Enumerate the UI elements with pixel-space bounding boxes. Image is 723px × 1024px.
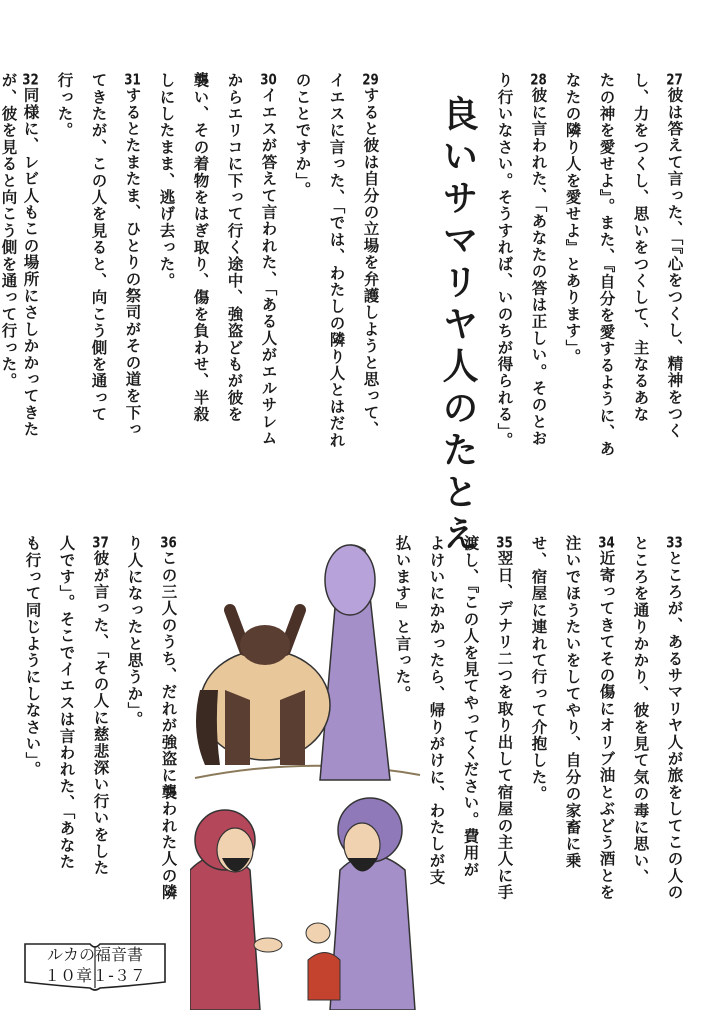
verse-line: [92, 535, 108, 876]
verse-line: [158, 72, 174, 289]
verse-number: 34: [598, 535, 615, 550]
verse-line: [24, 535, 40, 778]
verse-text: ところを通りかかり、彼を見て気の毒に思い、: [631, 535, 650, 886]
verse-line: [666, 535, 682, 901]
verse-text: からエリコに下って行く途中、強盗どもが彼を: [225, 72, 244, 423]
verse-text: なたの隣り人を愛せよ』とあります」。: [563, 72, 582, 365]
verse-text: 行った。: [55, 72, 74, 139]
verse-text: せ、宿屋に連れて行って介抱した。: [529, 535, 548, 803]
verse-line: [160, 535, 176, 901]
verse-text: 注いでほうたいをしてやり、自分の家畜に乗: [563, 535, 582, 869]
verse-line: [530, 72, 546, 447]
verse-text: り人になったと思うか」。: [125, 535, 144, 728]
verse-line: [632, 535, 648, 886]
verse-line: [666, 72, 682, 439]
verse-text: イエスに言った、「では、わたしの隣り人とはだれ: [327, 72, 346, 449]
verse-line: [564, 72, 580, 365]
verse-line: [564, 535, 580, 869]
verse-text: たの神を愛せよ』。また、『自分を愛するように、あ: [597, 72, 616, 458]
verse-line: [328, 72, 344, 448]
verse-number: 29: [362, 72, 379, 87]
verse-text: するとたまたま、ひとりの祭司がその道を下っ: [123, 87, 142, 438]
verse-text: この三人のうち、だれが強盗に襲われた人の隣: [159, 550, 178, 901]
verse-line: [598, 535, 614, 901]
verse-number: 36: [160, 535, 177, 550]
page-title: 良いサマリヤ人のたとえ: [437, 95, 478, 557]
verse-number: 32: [22, 72, 39, 87]
verse-line: [632, 72, 648, 423]
verse-text: 払います』と言った。: [393, 535, 412, 702]
verse-text: すると彼は自分の立場を弁護しようと思って、: [361, 87, 380, 438]
verse-text: も行って同じようにしなさい」。: [23, 535, 42, 778]
verse-line: [0, 72, 16, 389]
verse-text: イエスが答えて言われた、「ある人がエルサレム: [259, 87, 278, 447]
verse-line: [90, 72, 106, 423]
verse-line: [428, 535, 444, 886]
verse-line: [362, 72, 378, 438]
scripture-reference: [20, 936, 170, 994]
verse-text: 同様に、レビ人もこの場所にさしかかってきた: [21, 87, 40, 438]
verse-text: が、彼を見ると向こう側を通って行った。: [0, 72, 18, 390]
reference-chapter: １０章１-３７: [44, 966, 146, 985]
verse-line: [496, 535, 512, 901]
verse-number: 33: [666, 535, 683, 550]
verse-line: [598, 72, 614, 457]
verse-text: 近寄ってきてその傷にオリブ油とぶどう酒とを: [597, 550, 616, 901]
verse-text: ところが、あるサマリヤ人が旅をしてこの人の: [665, 550, 684, 901]
verse-number: 37: [92, 535, 109, 550]
verse-text: 翌日、デナリ二つを取り出して宿屋の主人に手: [495, 550, 514, 901]
verse-line: [530, 535, 546, 802]
verse-text: 彼に言われた、「あなたの答は正しい。そのとお: [529, 87, 548, 447]
verse-number: 30: [260, 72, 277, 87]
verse-text: 渡し、『この人を見てやってください。費用が: [461, 535, 480, 878]
verse-line: [124, 72, 140, 438]
samaritan-illustration: [190, 540, 430, 1010]
verse-line: [226, 72, 242, 423]
verse-line: [192, 72, 208, 423]
verse-text: 人です」。そこでイエスは言われた、「あなた: [57, 535, 76, 871]
verse-number: 28: [530, 72, 547, 87]
verse-text: よけいにかかったら、帰りがけに、わたしが支: [427, 535, 446, 886]
verse-line: [462, 535, 478, 878]
verse-number: 27: [666, 72, 683, 87]
verse-line: [126, 535, 142, 728]
verse-text: のことですか」。: [293, 72, 312, 198]
reference-book: ルカの福音書: [46, 945, 143, 964]
verse-line: [56, 72, 72, 139]
verse-text: り行いなさい。そうすれば、いのちが得られる」。: [495, 72, 514, 449]
verse-line: [294, 72, 310, 198]
verse-text: 襲い、その着物をはぎ取り、傷を負わせ、半殺: [191, 72, 210, 423]
verse-text: 彼が言った、「その人に慈悲深い行いをした: [91, 550, 110, 877]
verse-text: しにしたまま、逃げ去った。: [157, 72, 176, 290]
verse-text: し、力をつくし、思いをつくして、主なるあな: [631, 72, 650, 423]
verse-text: てきたが、この人を見ると、向こう側を通って: [89, 72, 108, 423]
verse-text: 彼は答えて言った、「『心をつくし、精神をつく: [665, 87, 684, 439]
verse-line: [22, 72, 38, 438]
verse-number: 31: [124, 72, 141, 87]
verse-line: [58, 535, 74, 870]
verse-line: [260, 72, 276, 447]
verse-line: [496, 72, 512, 448]
verse-number: 35: [496, 535, 513, 550]
